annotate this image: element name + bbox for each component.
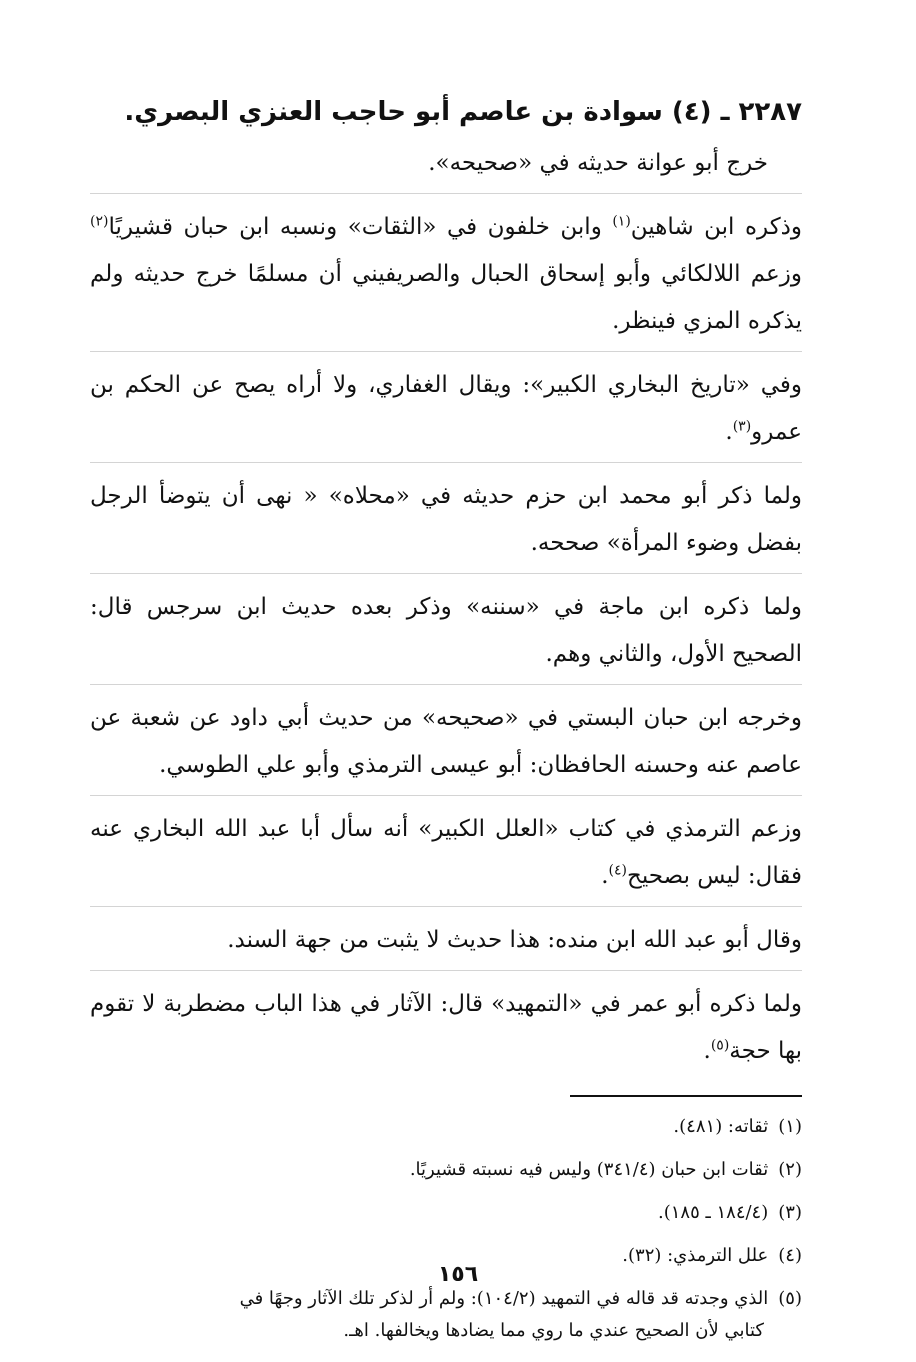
paragraph-text: .: [703, 1038, 711, 1064]
paragraph-text: وخرجه ابن حبان البستي في «صحيحه» من حديث أبي داود عن شعبة عن عاصم عنه وحسنه الحافظان: أبو عيسى الترمذي وأبو علي الطوسي.: [90, 705, 802, 778]
footnote: [90, 1111, 802, 1143]
footnote-number: (٢): [778, 1159, 802, 1180]
paragraph-text: ولما ذكر أبو محمد ابن حزم حديثه في «محلاه» « نهى أن يتوضأ الرجل بفضل وضوء المرأة» صححه.: [90, 483, 802, 556]
footnote-marker[interactable]: (٤): [608, 862, 628, 879]
paragraph: [90, 981, 802, 1081]
paragraph: [90, 806, 802, 907]
footnote: [90, 1283, 802, 1347]
footnote: [90, 1197, 802, 1229]
footnote-text: ثقات ابن حبان (٣٤١/٤) وليس فيه نسبته قشيريًا.: [409, 1159, 769, 1180]
footnote-text: ثقاته: (٤٨١).: [673, 1116, 769, 1137]
paragraph-text: ولما ذكره أبو عمر في «التمهيد» قال: الآثار في هذا الباب مضطربة لا تقوم بها حجة: [90, 991, 802, 1064]
paragraph-text: وفي «تاريخ البخاري الكبير»: ويقال الغفاري، ولا أراه يصح عن الحكم بن عمرو: [90, 372, 802, 445]
paragraph-text: ولما ذكره ابن ماجة في «سننه» وذكر بعده حديث ابن سرجس قال: الصحيح الأول، والثاني وهم.: [90, 594, 802, 667]
footnote: [90, 1154, 802, 1186]
footnote-marker[interactable]: (٢): [90, 213, 109, 230]
footnote-text: علل الترمذي: (٣٢).: [622, 1245, 769, 1266]
footnote-marker[interactable]: (٥): [710, 1037, 730, 1054]
footnotes: [90, 1111, 802, 1347]
paragraph: [90, 584, 802, 685]
footnote-continuation: كتابي لأن الصحيح عندي ما روي مما يضادها ويخالفها. اهـ.: [343, 1320, 764, 1341]
paragraph-text: .: [725, 419, 733, 445]
paragraph-text: وذكره ابن شاهين: [630, 214, 802, 240]
paragraph-text: .: [601, 863, 609, 889]
footnote-marker[interactable]: (٣): [732, 418, 752, 435]
paragraph-text: خرج أبو عوانة حديثه في «صحيحه».: [428, 150, 768, 176]
paragraph: [90, 362, 802, 463]
paragraphs: [90, 140, 802, 1081]
paragraph: [90, 695, 802, 796]
paragraph-text: وابن خلفون في «الثقات» ونسبه ابن حبان قشيريًا: [108, 214, 613, 240]
entry-heading: ٢٢٨٧ ـ (٤) سوادة بن عاصم أبو حاجب العنزي البصري.: [124, 97, 802, 127]
footnote-text: (١٨٤/٤ ـ ١٨٥).: [658, 1202, 769, 1223]
footnote-marker[interactable]: (١): [612, 213, 631, 230]
footnote-number: (١): [778, 1116, 802, 1137]
paragraph: [90, 204, 802, 352]
footnote-number: (٣): [778, 1202, 802, 1223]
page-body: [90, 92, 802, 1358]
footnote-text: الذي وجدته قد قاله في التمهيد (١٠٤/٢): ولم أر لذكر تلك الآثار وجهًا في: [239, 1288, 769, 1309]
paragraph: [90, 917, 802, 971]
paragraph: [90, 140, 802, 194]
paragraph-text: وزعم الترمذي في كتاب «العلل الكبير» أنه سأل أبا عبد الله البخاري عنه فقال: ليس بصحيح: [90, 816, 802, 889]
footnote-number: (٥): [778, 1288, 802, 1309]
paragraph-text: وزعم اللالكائي وأبو إسحاق الحبال والصريفيني أن مسلمًا خرج حديثه ولم يذكره المزي فينظر.: [90, 261, 802, 334]
page-number: ١٥٦: [437, 1262, 479, 1287]
footnote-separator: [570, 1095, 802, 1097]
paragraph: [90, 473, 802, 574]
footnote-number: (٤): [778, 1245, 802, 1266]
paragraph-text: وقال أبو عبد الله ابن منده: هذا حديث لا يثبت من جهة السند.: [227, 927, 802, 953]
